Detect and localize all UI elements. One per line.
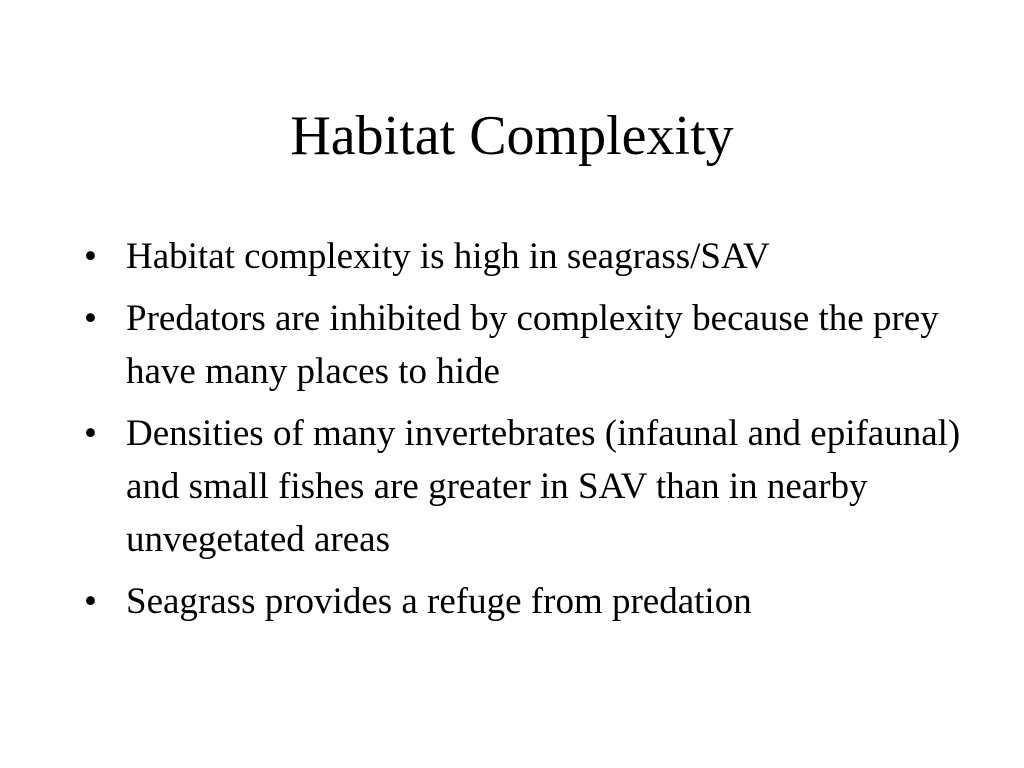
bullet-text: Habitat complexity is high in seagrass/SAV: [126, 236, 770, 277]
bullet-item: [82, 575, 962, 628]
bullet-list: [82, 230, 962, 637]
bullet-text: Predators are inhibited by complexity because the prey have many places to hide: [126, 298, 939, 392]
bullet-icon: •: [84, 236, 97, 277]
bullet-item: [82, 292, 962, 398]
bullet-item: [82, 230, 962, 283]
slide-title: Habitat Complexity: [290, 105, 734, 167]
bullet-text: Densities of many invertebrates (infaunal and epifaunal) and small fishes are greater in SAV than in nearby unvegetated areas: [126, 413, 961, 560]
bullet-icon: •: [84, 413, 97, 454]
bullet-text: Seagrass provides a refuge from predation: [126, 581, 752, 622]
bullet-item: [82, 407, 962, 566]
bullet-icon: •: [84, 298, 97, 339]
bullet-icon: •: [84, 581, 97, 622]
